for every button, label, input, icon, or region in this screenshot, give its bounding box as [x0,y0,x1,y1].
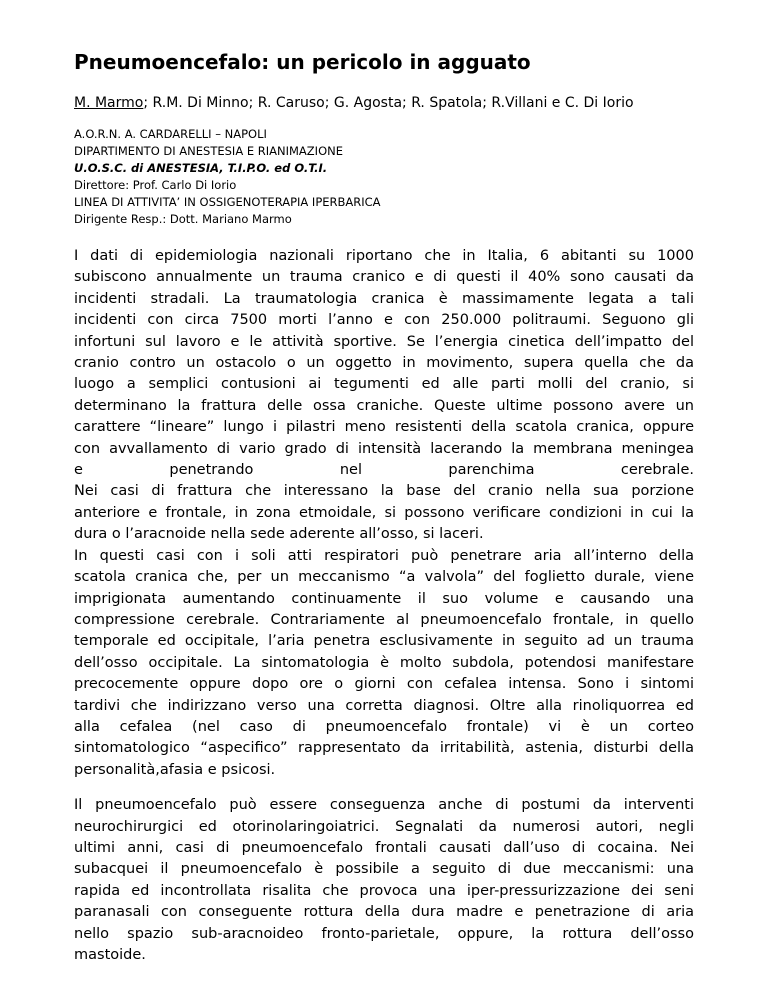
unit-name: U.O.S.C. di ANESTESIA, T.I.P.O. ed O.T.I. [74,161,328,175]
text-line: precocemente oppure dopo ore o giorni con cefalea intensa. Sono i sintomi [74,676,694,693]
text-line: compressione cerebrale. Contrariamente al pneumoencefalo frontale, in quello [74,611,694,628]
text-line: ultimi anni, casi di pneumoencefalo frontali causati dall’uso di cocaina. Nei [74,839,694,856]
department-name: DIPARTIMENTO DI ANESTESIA E RIANIMAZIONE [74,144,343,158]
text-line: Nei casi di frattura che interessano la base del cranio nella sua porzione [74,483,694,500]
body-paragraph [74,246,694,781]
affiliation-block [74,126,694,228]
text-line: cranio contro un ostacolo o un oggetto in movimento, supera quella che da [74,355,694,372]
author-list [74,92,694,114]
page-title: Pneumoencefalo: un pericolo in agguato [74,50,531,74]
text-line: carattere “lineare” lungo i pilastri meno resistenti della scatola cranica, oppure [74,419,694,436]
text-line: mastoide. [74,947,146,963]
text-line: paranasali con conseguente rottura della dura madre e penetrazione di aria [74,904,694,921]
text-line: incidenti con circa 7500 morti l’anno e con 250.000 politraumi. Seguono gli [74,312,694,329]
text-line: dell’osso occipitale. La sintomatologia è molto subdola, potendosi manifestare [74,654,694,671]
text-line: con avvallamento di vario grado di intensità lacerando la membrana meningea [74,440,694,457]
text-line: imprigionata aumentando continuamente il suo volume e causando una [74,590,694,607]
text-line: I dati di epidemiologia nazionali riportano che in Italia, 6 abitanti su 1000 [74,248,694,264]
text-line: rapida ed incontrollata risalita che provoca una iper-pressurizzazione dei seni [74,882,694,899]
co-authors: ; R.M. Di Minno; R. Caruso; G. Agosta; R. Spatola; R.Villani e C. Di Iorio [143,95,634,111]
director-line: Direttore: Prof. Carlo Di Iorio [74,178,237,192]
manager-line: Dirigente Resp.: Dott. Mariano Marmo [74,212,292,226]
text-line: subacquei il pneumoencefalo è possibile a seguito di due meccanismi: una [74,861,694,878]
hospital-name: A.O.R.N. A. CARDARELLI – NAPOLI [74,127,267,141]
activity-line: LINEA DI ATTIVITA’ IN OSSIGENOTERAPIA IPERBARICA [74,195,381,209]
text-line: Il pneumoencefalo può essere conseguenza anche di postumi da interventi [74,797,694,814]
body-paragraph [74,795,694,966]
article-body [74,246,694,966]
text-line: In questi casi con i soli atti respiratori può penetrare aria all’interno della [74,547,694,564]
text-line: alla cefalea (nel caso di pneumoencefalo frontale) vi è un corteo [74,718,694,735]
text-line: infortuni sul lavoro e le attività sportive. Se l’energia cinetica dell’impatto del [74,333,694,350]
text-line: temporale ed occipitale, l’aria penetra esclusivamente in seguito ad un trauma [74,633,694,650]
text-line: dura o l’aracnoide nella sede aderente all’osso, si laceri. [74,526,484,543]
text-line: sintomatologico “aspecifico” rappresentato da irritabilità, astenia, disturbi della [74,740,694,757]
text-line: scatola cranica che, per un meccanismo “a valvola” del foglietto durale, viene [74,569,694,586]
text-line: luogo a semplici contusioni ai tegumenti ed alle parti molli del cranio, si [74,376,694,393]
text-line: personalità,afasia e psicosi. [74,761,276,778]
text-line: neurochirurgici ed otorinolaringoiatrici. Segnalati da numerosi autori, negli [74,818,694,835]
text-line: determinano la frattura delle ossa craniche. Queste ultime possono avere un [74,397,694,414]
text-line: tardivi che indirizzano verso una corretta diagnosi. Oltre alla rinoliquorrea ed [74,697,694,714]
first-author: M. Marmo [74,95,144,111]
text-line: e penetrando nel parenchima cerebrale. [74,462,694,479]
text-line: incidenti stradali. La traumatologia cranica è massimamente legata a tali [74,290,694,307]
text-line: anteriore e frontale, in zona etmoidale, si possono verificare condizioni in cui la [74,504,694,521]
text-line: subiscono annualmente un trauma cranico e di questi il 40% sono causati da [74,269,694,286]
text-line: nello spazio sub-aracnoideo fronto-parietale, oppure, la rottura dell’osso [74,925,694,942]
